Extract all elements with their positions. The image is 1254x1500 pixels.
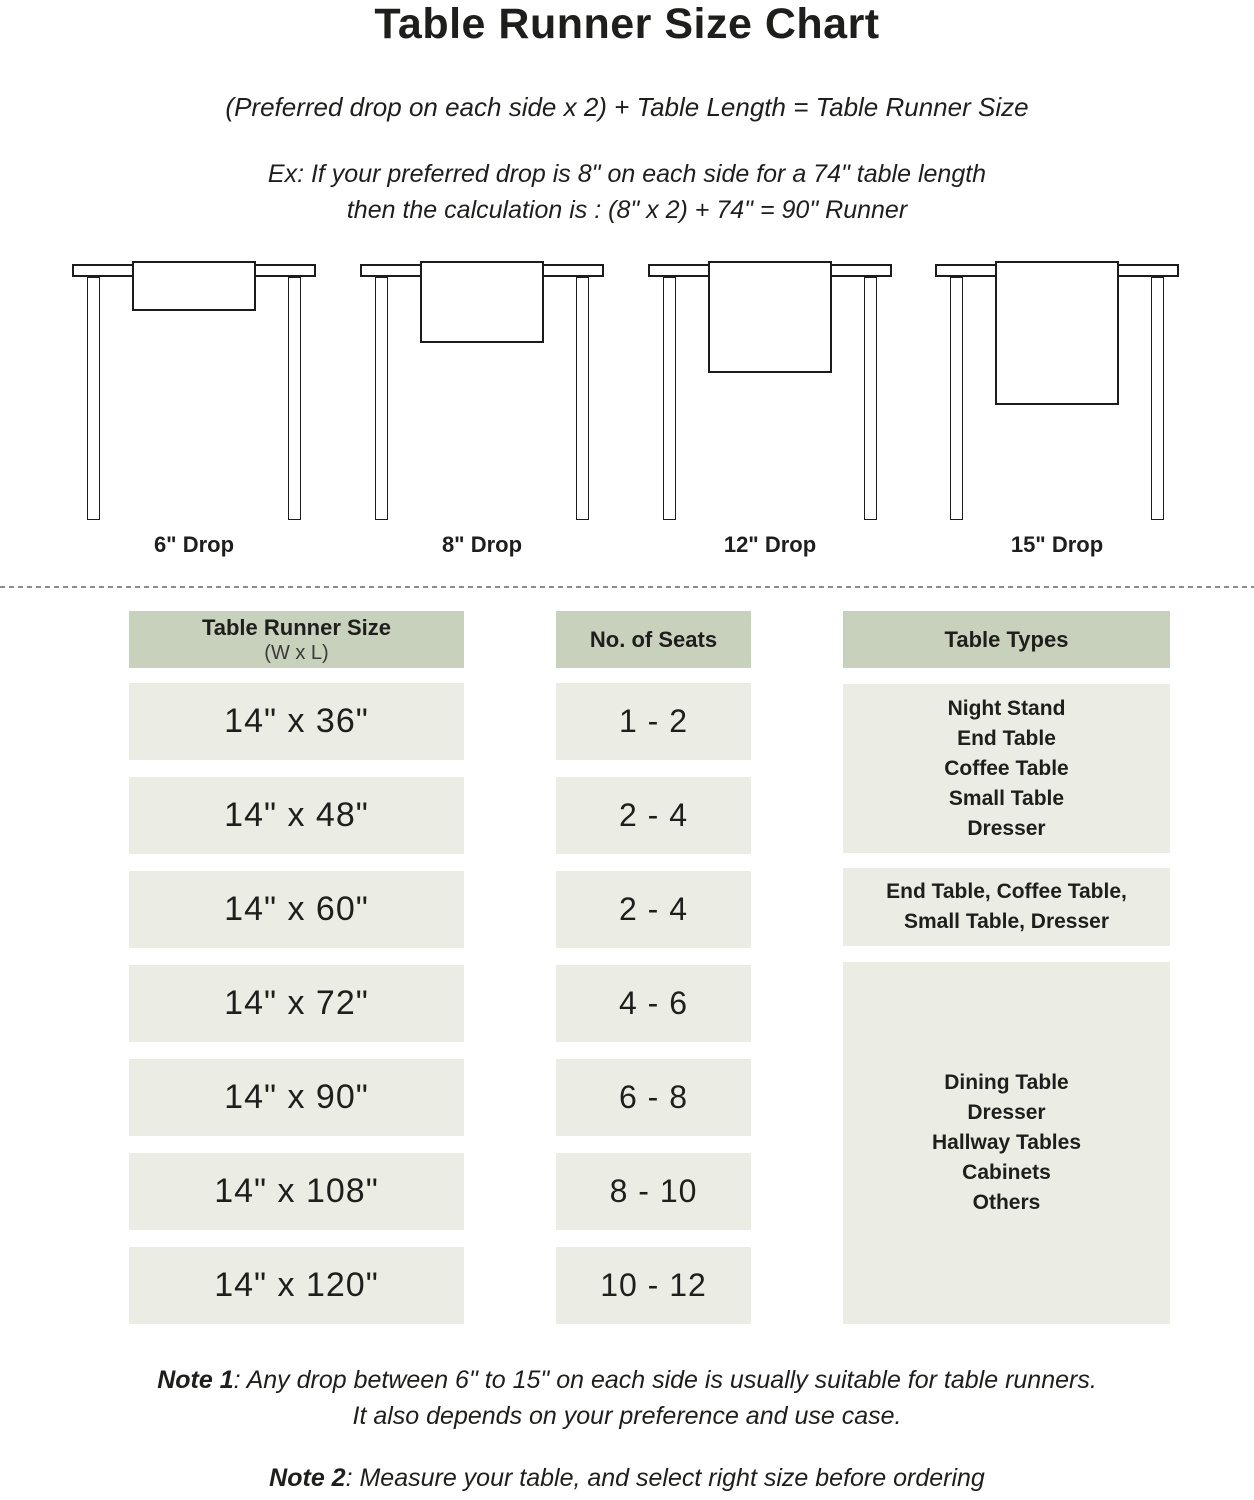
table-leg <box>950 277 963 520</box>
table-type: Dresser <box>967 1101 1046 1124</box>
table-leg <box>576 277 589 520</box>
seats-cell: 4 - 6 <box>556 965 751 1042</box>
table-types-block-medium <box>843 868 1170 946</box>
page-title: Table Runner Size Chart <box>374 0 880 48</box>
table-type: Small Table <box>948 786 1065 810</box>
drop-label: 6" Drop <box>153 532 235 557</box>
note-2 <box>0 1464 1254 1493</box>
seats-cell: 1 - 2 <box>556 683 751 760</box>
column-header-table-types-label: Table Types <box>944 627 1069 652</box>
runner-rect <box>132 261 256 311</box>
drop-label: 15" Drop <box>1010 532 1104 557</box>
table-leg <box>864 277 877 520</box>
table-leg <box>288 277 301 520</box>
drop-label: 12" Drop <box>723 532 817 557</box>
runner-rect <box>995 261 1119 405</box>
size-cell: 14" x 72" <box>129 965 464 1042</box>
table-type: End Table <box>957 726 1056 750</box>
table-diagram-15in-drop <box>935 258 1179 568</box>
table-type: Dining Table <box>944 1071 1069 1094</box>
column-header-runner-size-sub: (W x L) <box>264 642 329 664</box>
note-1-line-2: It also depends on your preference and use case. <box>352 1402 902 1430</box>
seats-cell: 8 - 10 <box>556 1153 751 1230</box>
size-cell: 14" x 60" <box>129 871 464 948</box>
table-type: Hallway Tables <box>931 1131 1081 1154</box>
seats-cell: 2 - 4 <box>556 871 751 948</box>
table-type: Dresser <box>967 816 1046 840</box>
example-line-1: Ex: If your preferred drop is 8" on each side for a 74" table length <box>267 160 987 188</box>
seats-cell: 6 - 8 <box>556 1059 751 1136</box>
table-diagram-6in-drop <box>72 258 316 568</box>
column-header-seats-label: No. of Seats <box>589 627 718 652</box>
table-types-block-small <box>843 684 1170 853</box>
table-type: Night Stand <box>947 696 1066 720</box>
size-cell: 14" x 48" <box>129 777 464 854</box>
table-types-block-large <box>843 962 1170 1324</box>
table-type: Small Table, Dresser <box>903 910 1110 933</box>
formula-text: (Preferred drop on each side x 2) + Table Length = Table Runner Size <box>225 92 1029 122</box>
note-1-text: : Any drop between 6" to 15" on each side is usually suitable for table runners. <box>233 1366 1097 1394</box>
runner-rect <box>708 261 832 373</box>
column-header-runner-size <box>129 611 464 668</box>
seats-cell: 2 - 4 <box>556 777 751 854</box>
size-cell: 14" x 90" <box>129 1059 464 1136</box>
table-diagram-12in-drop <box>648 258 892 568</box>
drop-label: 8" Drop <box>441 532 523 557</box>
table-type: Others <box>972 1191 1041 1214</box>
column-header-runner-size-label: Table Runner Size <box>201 615 392 640</box>
example-line-2: then the calculation is : (8" x 2) + 74" = 90" Runner <box>346 196 908 224</box>
table-leg <box>87 277 100 520</box>
size-cell: 14" x 120" <box>129 1247 464 1324</box>
note-1-label: Note 1 <box>157 1366 234 1394</box>
table-leg <box>663 277 676 520</box>
note-2-text: : Measure your table, and select right size before ordering <box>345 1464 985 1492</box>
table-type: End Table, Coffee Table, <box>886 880 1127 903</box>
note-1-line-1 <box>0 1366 1254 1395</box>
table-leg <box>1151 277 1164 520</box>
table-type: Coffee Table <box>944 756 1069 780</box>
dashed-divider <box>0 586 1254 588</box>
note-2-label: Note 2 <box>269 1464 346 1492</box>
seats-cell: 10 - 12 <box>556 1247 751 1324</box>
table-diagram-8in-drop <box>360 258 604 568</box>
table-leg <box>375 277 388 520</box>
table-type: Cabinets <box>962 1161 1051 1184</box>
size-cell: 14" x 36" <box>129 683 464 760</box>
size-cell: 14" x 108" <box>129 1153 464 1230</box>
column-header-seats <box>556 611 751 668</box>
runner-rect <box>420 261 544 343</box>
column-header-table-types <box>843 611 1170 668</box>
